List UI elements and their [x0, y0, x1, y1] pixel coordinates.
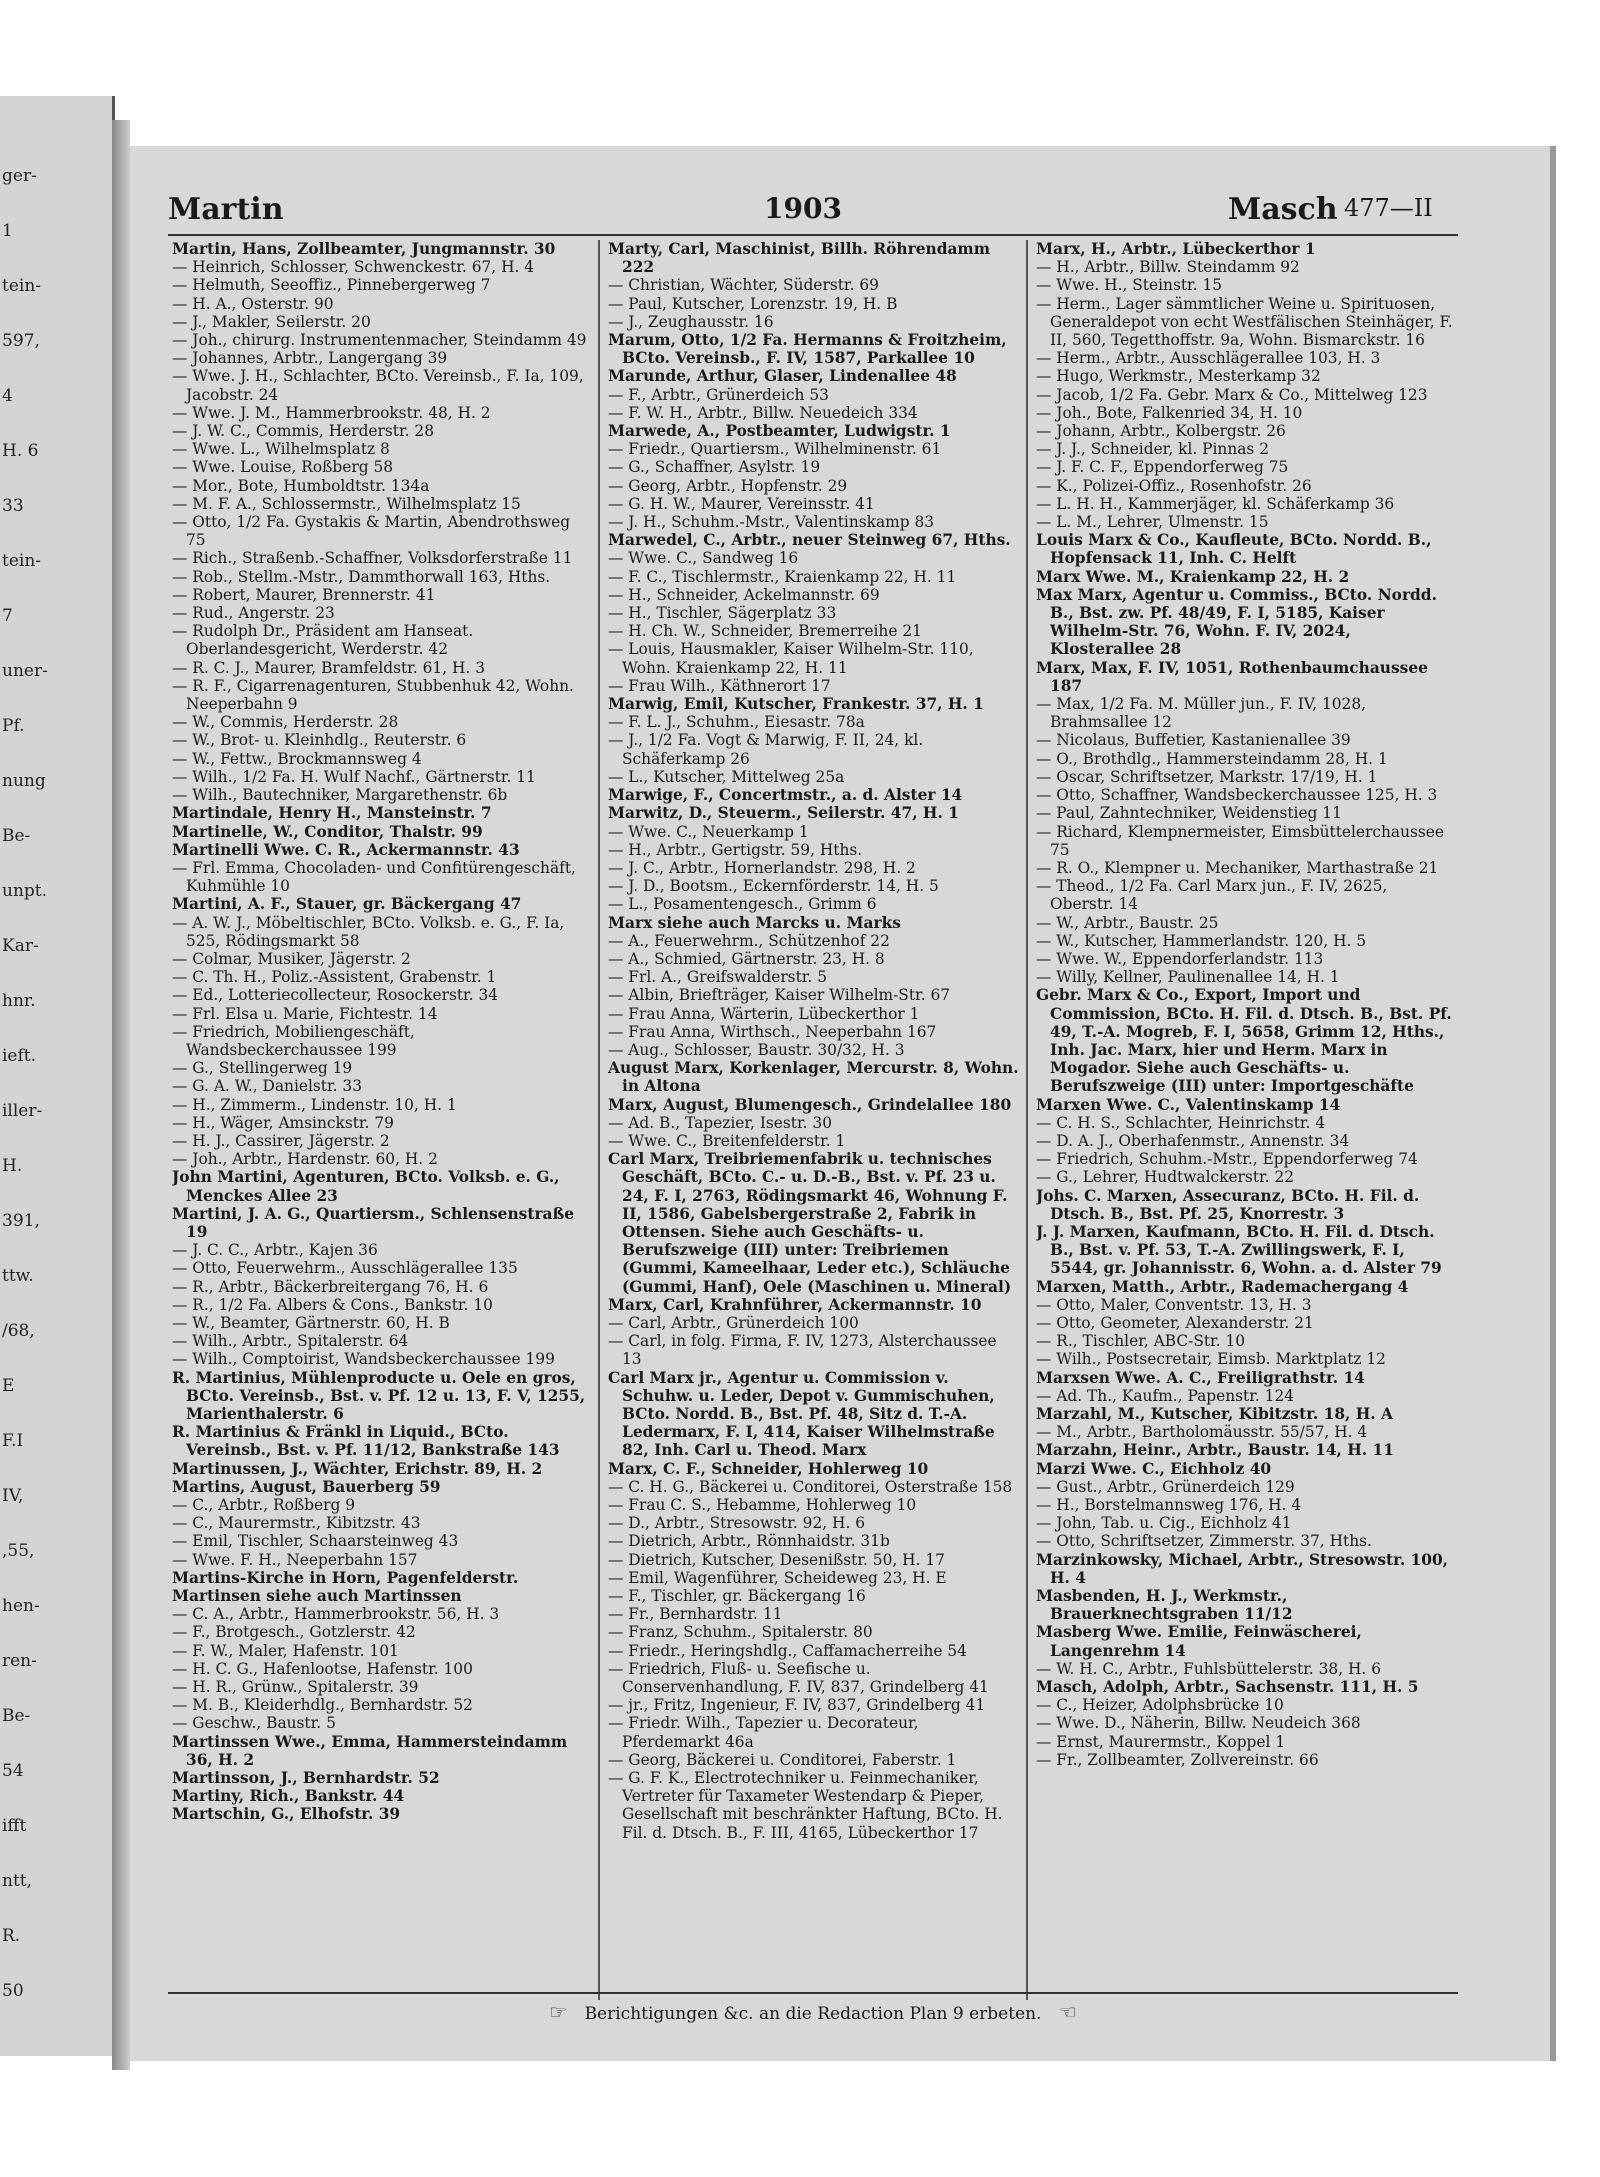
directory-entry: — H. C. G., Hafenlootse, Hafenstr. 100: [172, 1659, 473, 1678]
directory-entry: — Louis, Hausmakler, Kaiser Wilhelm-Str. 110, Wohn. Kraienkamp 22, H. 11: [608, 640, 974, 677]
directory-entry: — Frau Anna, Wirthsch., Neeperbahn 167: [608, 1022, 937, 1041]
directory-entry: Marum, Otto, 1/2 Fa. Hermanns & Froitzheim, BCto. Vereinsb., F. IV, 1587, Parkallee 10: [608, 331, 1007, 368]
directory-entry: — W., Commis, Herderstr. 28: [172, 713, 399, 732]
directory-entry: Marzi Wwe. C., Eichholz 40: [1036, 1459, 1272, 1478]
facing-page-text: /68,: [2, 1321, 35, 1341]
directory-entry: — H., Wäger, Amsinckstr. 79: [172, 1113, 394, 1132]
entry-columns: [168, 240, 1458, 2000]
directory-page: [130, 146, 1556, 2061]
directory-entry: — Wwe. C., Sandweg 16: [608, 549, 799, 568]
directory-entry: Martins, August, Bauerberg 59: [172, 1477, 441, 1496]
directory-entry: Max Marx, Agentur u. Commiss., BCto. Nordd. B., Bst. zw. Pf. 48/49, F. I, 5185, Kaiser Wilhelm-Str. 76, Wohn. F. IV, 2024, Klosterallee 28: [1036, 585, 1437, 659]
directory-entry: — G., Stellingerweg 19: [172, 1059, 353, 1078]
directory-entry: — F. W., Maler, Hafenstr. 101: [172, 1641, 399, 1660]
facing-page-text: tein-: [2, 276, 42, 296]
facing-page-text: hen-: [2, 1596, 40, 1616]
directory-entry: — C. H. S., Schlachter, Heinrichstr. 4: [1036, 1113, 1326, 1132]
directory-entry: — Paul, Zahntechniker, Weidenstieg 11: [1036, 804, 1342, 823]
directory-entry: — Emil, Tischler, Schaarsteinweg 43: [172, 1532, 459, 1551]
directory-entry: — Paul, Kutscher, Lorenzstr. 19, H. B: [608, 294, 898, 313]
directory-entry: — Carl, Arbtr., Grünerdeich 100: [608, 1313, 859, 1332]
directory-entry: — Wwe. C., Neuerkamp 1: [608, 822, 809, 841]
directory-entry: — J., 1/2 Fa. Vogt & Marwig, F. II, 24, kl. Schäferkamp 26: [608, 731, 924, 768]
directory-entry: Martinsen siehe auch Martinssen: [172, 1587, 462, 1606]
directory-entry: Marwede, A., Postbeamter, Ludwigstr. 1: [608, 422, 951, 441]
facing-page-text: Be-: [2, 826, 31, 846]
directory-entry: — H., Tischler, Sägerplatz 33: [608, 604, 837, 623]
directory-entry: Martinelle, W., Conditor, Thalstr. 99: [172, 822, 483, 841]
directory-entry: — Albin, Briefträger, Kaiser Wilhelm-Str. 67: [608, 986, 951, 1005]
directory-entry: — Joh., Arbtr., Hardenstr. 60, H. 2: [172, 1150, 438, 1169]
directory-entry: — R., Arbtr., Bäckerbreitergang 76, H. 6: [172, 1277, 489, 1296]
directory-entry: — Ad. B., Tapezier, Isestr. 30: [608, 1113, 833, 1132]
directory-entry: — R., Tischler, ABC-Str. 10: [1036, 1332, 1246, 1351]
directory-entry: — G., Schaffner, Asylstr. 19: [608, 458, 821, 477]
facing-page-text: ttw.: [2, 1266, 34, 1286]
directory-entry: — J., Makler, Seilerstr. 20: [172, 312, 371, 331]
facing-page-text: 4: [2, 386, 13, 406]
directory-entry: — Georg, Arbtr., Hopfenstr. 29: [608, 476, 848, 495]
directory-entry: — Frau C. S., Hebamme, Hohlerweg 10: [608, 1496, 917, 1515]
facing-page-text: 1: [2, 221, 13, 241]
directory-entry: Marxen, Matth., Arbtr., Rademachergang 4: [1036, 1277, 1409, 1296]
directory-entry: — J. C. C., Arbtr., Kajen 36: [172, 1241, 378, 1260]
directory-entry: — Joh., Bote, Falkenried 34, H. 10: [1036, 403, 1303, 422]
directory-entry: — jr., Fritz, Ingenieur, F. IV, 837, Grindelberg 41: [608, 1696, 986, 1715]
facing-page-text: ,55,: [2, 1541, 35, 1561]
column-divider: [1026, 240, 1028, 2000]
directory-entry: Carl Marx jr., Agentur u. Commission v. Schuhw. u. Leder, Depot v. Gummischuhen, BCto. Nordd. B., Bst. Pf. 48, Sitz d. T.-A. Ledermarx, F. I, 414, Kaiser Wilhelmstraße 82, Inh. Carl u. Theod. Marx: [608, 1368, 995, 1460]
facing-page-text: ifft: [2, 1816, 27, 1836]
pointing-hand-icon: ☞: [549, 2000, 568, 2024]
facing-page-text: E: [2, 1376, 15, 1396]
directory-entry: — Friedrich, Schuhm.-Mstr., Eppendorferweg 74: [1036, 1150, 1418, 1169]
directory-entry: — H., Zimmerm., Lindenstr. 10, H. 1: [172, 1095, 457, 1114]
facing-page-text: 391,: [2, 1211, 40, 1231]
directory-entry: — Wwe. W., Eppendorferlandstr. 113: [1036, 949, 1324, 968]
directory-entry: Marwige, F., Concertmstr., a. d. Alster 14: [608, 786, 963, 805]
directory-entry: — Heinrich, Schlosser, Schwenckestr. 67, H. 4: [172, 258, 535, 277]
directory-entry: August Marx, Korkenlager, Mercurstr. 8, Wohn. in Altona: [608, 1059, 1019, 1096]
directory-entry: Martini, J. A. G., Quartiersm., Schlensenstraße 19: [172, 1204, 575, 1241]
directory-entry: — F., Arbtr., Grünerdeich 53: [608, 385, 829, 404]
directory-entry: — W. H. C., Arbtr., Fuhlsbüttelerstr. 38, H. 6: [1036, 1659, 1382, 1678]
facing-page-text: nung: [2, 771, 46, 791]
directory-entry: — Otto, Schaffner, Wandsbeckerchaussee 125, H. 3: [1036, 786, 1438, 805]
directory-entry: — C. Th. H., Poliz.-Assistent, Grabenstr. 1: [172, 968, 497, 987]
directory-entry: — Wilh., Arbtr., Spitalerstr. 64: [172, 1332, 409, 1351]
directory-entry: — W., Fettw., Brockmannsweg 4: [172, 749, 422, 768]
directory-entry: Martini, A. F., Stauer, gr. Bäckergang 47: [172, 895, 522, 914]
directory-entry: — Otto, Schriftsetzer, Zimmerstr. 37, Hths.: [1036, 1532, 1372, 1551]
directory-entry: — Theod., 1/2 Fa. Carl Marx jun., F. IV, 2625, Oberstr. 14: [1036, 877, 1388, 914]
head-rule: [168, 234, 1458, 236]
directory-entry: Marxen Wwe. C., Valentinskamp 14: [1036, 1095, 1341, 1114]
facing-page-text: ntt,: [2, 1871, 33, 1891]
directory-entry: — Georg, Bäckerei u. Conditorei, Faberstr. 1: [608, 1750, 957, 1769]
directory-entry: Marunde, Arthur, Glaser, Lindenallee 48: [608, 367, 957, 386]
page-gutter: [112, 120, 130, 2070]
directory-entry: — Dietrich, Kutscher, Desenißstr. 50, H. 17: [608, 1550, 945, 1569]
directory-entry: — Wwe. D., Näherin, Billw. Neudeich 368: [1036, 1714, 1361, 1733]
directory-entry: — H. J., Cassirer, Jägerstr. 2: [172, 1131, 390, 1150]
facing-page-text: H.: [2, 1156, 23, 1176]
running-head-year: 1903: [764, 192, 842, 225]
column-2: [608, 240, 1020, 2000]
directory-entry: — Wwe. C., Breitenfelderstr. 1: [608, 1131, 846, 1150]
facing-page-text: 597,: [2, 331, 40, 351]
directory-entry: Marx, Carl, Krahnführer, Ackermannstr. 10: [608, 1295, 982, 1314]
directory-entry: — Geschw., Baustr. 5: [172, 1714, 336, 1733]
directory-entry: J. J. Marxen, Kaufmann, BCto. H. Fil. d. Dtsch. B., Bst. v. Pf. 53, T.-A. Zwillingswerk, F. I, 5544, gr. Johannisstr. 6, Wohn. a. d. Alster 79: [1036, 1222, 1442, 1278]
facing-page-text: ger-: [2, 166, 37, 186]
facing-page-text: iller-: [2, 1101, 43, 1121]
directory-entry: Masch, Adolph, Arbtr., Sachsenstr. 111, H. 5: [1036, 1678, 1419, 1697]
directory-entry: Martschin, G., Elhofstr. 39: [172, 1805, 401, 1824]
directory-entry: — L. M., Lehrer, Ulmenstr. 15: [1036, 513, 1269, 532]
facing-page-text: uner-: [2, 661, 48, 681]
facing-page-text: ren-: [2, 1651, 37, 1671]
directory-entry: — Willy, Kellner, Paulinenallee 14, H. 1: [1036, 968, 1340, 987]
directory-entry: Martinelli Wwe. C. R., Ackermannstr. 43: [172, 840, 520, 859]
facing-page-text: H. 6: [2, 441, 39, 461]
facing-page-text: Be-: [2, 1706, 31, 1726]
directory-entry: — W., Beamter, Gärtnerstr. 60, H. B: [172, 1313, 450, 1332]
directory-entry: R. Martinius, Mühlenproducte u. Oele en gros, BCto. Vereinsb., Bst. v. Pf. 12 u. 13, F. V, 1255, Marienthalerstr. 6: [172, 1368, 586, 1423]
facing-page-text: ieft.: [2, 1046, 37, 1066]
directory-entry: Masbenden, H. J., Werkmstr., Brauerknechtsgraben 11/12: [1036, 1587, 1293, 1624]
facing-page-text: R.: [2, 1926, 21, 1946]
directory-entry: — H., Arbtr., Gertigstr. 59, Hths.: [608, 840, 863, 859]
directory-entry: — L., Kutscher, Mittelweg 25a: [608, 767, 845, 786]
column-1: [172, 240, 592, 2000]
foot-rule: [168, 1992, 1458, 1994]
directory-entry: — J., Zeughausstr. 16: [608, 312, 774, 331]
directory-entry: — Hugo, Werkmstr., Mesterkamp 32: [1036, 367, 1321, 386]
directory-entry: — H., Borstelmannsweg 176, H. 4: [1036, 1496, 1302, 1515]
directory-entry: — Fr., Zollbeamter, Zollvereinstr. 66: [1036, 1750, 1319, 1769]
directory-entry: — Oscar, Schriftsetzer, Markstr. 17/19, H. 1: [1036, 767, 1378, 786]
directory-entry: — Otto, Maler, Conventstr. 13, H. 3: [1036, 1295, 1312, 1314]
directory-entry: — Rob., Stellm.-Mstr., Dammthorwall 163, Hths.: [172, 567, 551, 586]
facing-page-text: F.I: [2, 1431, 24, 1451]
directory-entry: — W., Arbtr., Baustr. 25: [1036, 913, 1219, 932]
directory-entry: — Wwe. F. H., Neeperbahn 157: [172, 1550, 418, 1569]
directory-entry: — D., Arbtr., Stresowstr. 92, H. 6: [608, 1514, 866, 1533]
directory-entry: Martinssen Wwe., Emma, Hammersteindamm 36, H. 2: [172, 1732, 568, 1769]
directory-entry: — Friedr., Quartiersm., Wilhelminenstr. 61: [608, 440, 942, 459]
directory-entry: Martindale, Henry H., Mansteinstr. 7: [172, 804, 492, 823]
directory-entry: — Helmuth, Seeoffiz., Pinnebergerweg 7: [172, 276, 491, 295]
directory-entry: Martinussen, J., Wächter, Erichstr. 89, H. 2: [172, 1459, 543, 1478]
directory-entry: — Herm., Lager sämmtlicher Weine u. Spirituosen, Generaldepot von echt Westfälischen Steinhäger, F. II, 560, Tegetthoffstr. 9a, Wohn. Bismarckstr. 16: [1036, 294, 1453, 350]
directory-entry: Martins-Kirche in Horn, Pagenfelderstr.: [172, 1568, 519, 1587]
directory-entry: Martiny, Rich., Bankstr. 44: [172, 1787, 405, 1806]
directory-entry: John Martini, Agenturen, BCto. Volksb. e. G., Menckes Allee 23: [172, 1168, 560, 1205]
directory-entry: — Aug., Schlosser, Baustr. 30/32, H. 3: [608, 1040, 905, 1059]
directory-entry: — Wilh., Bautechniker, Margarethenstr. 6b: [172, 786, 508, 805]
column-3: [1036, 240, 1454, 2000]
directory-entry: — Ad. Th., Kaufm., Papenstr. 124: [1036, 1386, 1295, 1405]
directory-entry: — Emil, Wagenführer, Scheideweg 23, H. E: [608, 1568, 947, 1587]
directory-entry: — J. W. C., Commis, Herderstr. 28: [172, 422, 435, 441]
facing-page-text: tein-: [2, 551, 42, 571]
directory-entry: — J. J., Schneider, kl. Pinnas 2: [1036, 440, 1270, 459]
directory-entry: Marzahl, M., Kutscher, Kibitzstr. 18, H. A: [1036, 1405, 1393, 1423]
directory-entry: — O., Brothdlg., Hammersteindamm 28, H. 1: [1036, 749, 1388, 768]
directory-entry: Gebr. Marx & Co., Export, Import und Commission, BCto. H. Fil. d. Dtsch. B., Bst. Pf. 49, T.-A. Mogreb, F. I, 5658, Grimm 12, Hths., Inh. Jac. Marx, hier und Herm. Marx in Mogador. Siehe auch Geschäfts- u. Berufszweige (III) unter: Importgeschäfte: [1036, 986, 1452, 1096]
directory-entry: Martin, Hans, Zollbeamter, Jungmannstr. 30: [172, 240, 556, 258]
directory-entry: — Frau Wilh., Käthnerort 17: [608, 676, 831, 695]
directory-entry: — Wwe. H., Steinstr. 15: [1036, 276, 1223, 295]
directory-entry: Marx Wwe. M., Kraienkamp 22, H. 2: [1036, 567, 1350, 586]
directory-entry: — Franz, Schuhm., Spitalerstr. 80: [608, 1623, 873, 1642]
facing-page-text: Pf.: [2, 716, 25, 736]
running-head-left: Martin: [168, 192, 284, 227]
directory-entry: — H., Schneider, Ackelmannstr. 69: [608, 585, 880, 604]
directory-entry: — R. C. J., Maurer, Bramfeldstr. 61, H. 3: [172, 658, 485, 677]
directory-entry: — L. H. H., Kammerjäger, kl. Schäferkamp 36: [1036, 494, 1395, 513]
directory-entry: — F. C., Tischlermstr., Kraienkamp 22, H. 11: [608, 567, 957, 586]
directory-entry: Marwitz, D., Steuerm., Seilerstr. 47, H. 1: [608, 804, 959, 823]
footer-text: Berichtigungen &c. an die Redaction Plan 9 erbeten.: [584, 2004, 1042, 2024]
directory-entry: — A. W. J., Möbeltischler, BCto. Volksb. e. G., F. Ia, 525, Rödingsmarkt 58: [172, 913, 565, 950]
directory-entry: — Wwe. Louise, Roßberg 58: [172, 458, 394, 477]
directory-entry: — Wilh., Comptoirist, Wandsbeckerchaussee 199: [172, 1350, 555, 1369]
directory-entry: — Nicolaus, Buffetier, Kastanienallee 39: [1036, 731, 1351, 750]
facing-page-text: 33: [2, 496, 24, 516]
directory-entry: Marwedel, C., Arbtr., neuer Steinweg 67, Hths.: [608, 531, 1011, 550]
directory-entry: — G. H. W., Maurer, Vereinsstr. 41: [608, 494, 875, 513]
directory-entry: — W., Kutscher, Hammerlandstr. 120, H. 5: [1036, 931, 1367, 950]
directory-entry: Johs. C. Marxen, Assecuranz, BCto. H. Fil. d. Dtsch. B., Bst. Pf. 25, Knorrestr. 3: [1036, 1186, 1420, 1223]
directory-entry: — C., Heizer, Adolphsbrücke 10: [1036, 1696, 1284, 1715]
directory-entry: Marzinkowsky, Michael, Arbtr., Stresowstr. 100, H. 4: [1036, 1550, 1449, 1587]
directory-entry: Marzahn, Heinr., Arbtr., Baustr. 14, H. 11: [1036, 1441, 1394, 1460]
running-head: [168, 192, 1458, 232]
directory-entry: — Frau Anna, Wärterin, Lübeckerthor 1: [608, 1004, 920, 1023]
directory-entry: — Christian, Wächter, Süderstr. 69: [608, 276, 879, 295]
directory-entry: — H., Arbtr., Billw. Steindamm 92: [1036, 258, 1300, 277]
directory-entry: — C. A., Arbtr., Hammerbrookstr. 56, H. 3: [172, 1605, 500, 1624]
directory-entry: — Robert, Maurer, Brennerstr. 41: [172, 585, 436, 604]
directory-entry: — Ed., Lotteriecollecteur, Rosockerstr. 34: [172, 986, 499, 1005]
directory-entry: — F., Brotgesch., Gotzlerstr. 42: [172, 1623, 416, 1642]
directory-entry: — K., Polizei-Offiz., Rosenhofstr. 26: [1036, 476, 1312, 495]
page-number: 477—II: [1344, 194, 1433, 222]
directory-entry: — M. B., Kleiderhdlg., Bernhardstr. 52: [172, 1696, 473, 1715]
directory-entry: — John, Tab. u. Cig., Eichholz 41: [1036, 1514, 1292, 1533]
directory-entry: — H. A., Osterstr. 90: [172, 294, 334, 313]
directory-entry: — C., Arbtr., Roßberg 9: [172, 1496, 356, 1515]
column-divider: [598, 240, 600, 2000]
directory-entry: — J. C., Arbtr., Hornerlandstr. 298, H. 2: [608, 858, 916, 877]
directory-entry: — J. H., Schuhm.-Mstr., Valentinskamp 83: [608, 513, 935, 532]
directory-entry: — Friedr. Wilh., Tapezier u. Decorateur, Pferdemarkt 46a: [608, 1714, 919, 1751]
directory-entry: — W., Brot- u. Kleinhdlg., Reuterstr. 6: [172, 731, 467, 750]
directory-entry: Marty, Carl, Maschinist, Billh. Röhrendamm 222: [608, 240, 991, 277]
directory-entry: — F., Tischler, gr. Bäckergang 16: [608, 1587, 866, 1606]
directory-entry: — G. A. W., Danielstr. 33: [172, 1077, 363, 1096]
directory-entry: — Otto, Feuerwehrm., Ausschlägerallee 135: [172, 1259, 518, 1278]
directory-entry: — G. F. K., Electrotechniker u. Feinmechaniker, Vertreter für Taxameter Westendarp & Pieper, Gesellschaft mit beschränkter Haftung, BCto. H. Fil. d. Dtsch. B., F. III, 4165, Lübeckerthor 17: [608, 1769, 1003, 1842]
directory-entry: — Colmar, Musiker, Jägerstr. 2: [172, 949, 411, 968]
directory-entry: — R. F., Cigarrenagenturen, Stubbenhuk 42, Wohn. Neeperbahn 9: [172, 676, 574, 714]
directory-entry: — Frl. Elsa u. Marie, Fichtestr. 14: [172, 1004, 438, 1023]
pointing-hand-icon: ☜: [1058, 2000, 1077, 2024]
directory-entry: Marwig, Emil, Kutscher, Frankestr. 37, H. 1: [608, 695, 984, 714]
directory-entry: Marxsen Wwe. A. C., Freiligrathstr. 14: [1036, 1368, 1365, 1387]
directory-entry: R. Martinius & Fränkl in Liquid., BCto. Vereinsb., Bst. v. Pf. 11/12, Bankstraße 143: [172, 1423, 560, 1460]
directory-entry: — R., 1/2 Fa. Albers & Cons., Bankstr. 10: [172, 1295, 493, 1314]
directory-entry: — Wwe. L., Wilhelmsplatz 8: [172, 440, 390, 459]
directory-entry: — Rudolph Dr., Präsident am Hanseat. Oberlandesgericht, Werderstr. 42: [172, 622, 474, 659]
directory-entry: — Ernst, Maurermstr., Koppel 1: [1036, 1732, 1286, 1751]
directory-entry: — J. D., Bootsm., Eckernförderstr. 14, H. 5: [608, 877, 939, 896]
directory-entry: — Johann, Arbtr., Kolbergstr. 26: [1036, 422, 1286, 441]
directory-entry: — C., Maurermstr., Kibitzstr. 43: [172, 1514, 421, 1533]
facing-page-text: unpt.: [2, 881, 48, 901]
directory-entry: — H. R., Grünw., Spitalerstr. 39: [172, 1678, 419, 1697]
directory-entry: — Otto, 1/2 Fa. Gystakis & Martin, Abendrothsweg 75: [172, 513, 571, 550]
directory-entry: — Carl, in folg. Firma, F. IV, 1273, Alsterchaussee 13: [608, 1332, 997, 1369]
facing-page-text: IV,: [2, 1486, 24, 1506]
directory-entry: — G., Lehrer, Hudtwalckerstr. 22: [1036, 1168, 1295, 1187]
directory-entry: — Joh., chirurg. Instrumentenmacher, Steindamm 49: [172, 331, 587, 350]
directory-entry: — Herm., Arbtr., Ausschlägerallee 103, H. 3: [1036, 349, 1381, 368]
facing-page-text: 50: [2, 1981, 24, 2001]
directory-entry: — Rud., Angerstr. 23: [172, 604, 335, 623]
directory-entry: — R. O., Klempner u. Mechaniker, Marthastraße 21: [1036, 858, 1439, 877]
directory-entry: Marx siehe auch Marcks u. Marks: [608, 913, 901, 932]
directory-entry: — C. H. G., Bäckerei u. Conditorei, Osterstraße 158: [608, 1477, 1013, 1496]
directory-entry: — Wwe. J. M., Hammerbrookstr. 48, H. 2: [172, 403, 491, 422]
directory-entry: — F. L. J., Schuhm., Eiesastr. 78a: [608, 713, 865, 732]
directory-entry: — F. W. H., Arbtr., Billw. Neuedeich 334: [608, 403, 918, 422]
directory-entry: — Fr., Bernhardstr. 11: [608, 1605, 783, 1624]
directory-entry: — Frl. Emma, Chocoladen- und Confitürengeschäft, Kuhmühle 10: [172, 858, 576, 896]
directory-entry: — A., Schmied, Gärtnerstr. 23, H. 8: [608, 949, 885, 968]
directory-entry: — Max, 1/2 Fa. M. Müller jun., F. IV, 1028, Brahmsallee 12: [1036, 695, 1367, 732]
facing-page-fragment: [0, 96, 115, 2056]
directory-entry: — Jacob, 1/2 Fa. Gebr. Marx & Co., Mittelweg 123: [1036, 385, 1428, 404]
directory-entry: Marx, H., Arbtr., Lübeckerthor 1: [1036, 240, 1316, 258]
facing-page-text: 54: [2, 1761, 24, 1781]
directory-entry: Masberg Wwe. Emilie, Feinwäscherei, Langenrehm 14: [1036, 1623, 1362, 1660]
footer-note: [168, 2000, 1458, 2024]
directory-entry: — Friedrich, Fluß- u. Seefische u. Conservenhandlung, F. IV, 837, Grindelberg 41: [608, 1659, 989, 1697]
directory-entry: — Friedrich, Mobiliengeschäft, Wandsbeckerchaussee 199: [172, 1022, 415, 1059]
directory-entry: — Gust., Arbtr., Grünerdeich 129: [1036, 1477, 1295, 1496]
directory-entry: — Richard, Klempnermeister, Eimsbüttelerchaussee 75: [1036, 822, 1445, 859]
directory-entry: — Frl. A., Greifswalderstr. 5: [608, 968, 828, 987]
directory-entry: — A., Feuerwehrm., Schützenhof 22: [608, 931, 890, 950]
directory-entry: — Dietrich, Arbtr., Rönnhaidstr. 31b: [608, 1532, 890, 1551]
directory-entry: — M. F. A., Schlossermstr., Wilhelmsplatz 15: [172, 494, 521, 513]
directory-entry: — Wilh., Postsecretair, Eimsb. Marktplatz 12: [1036, 1350, 1386, 1369]
directory-entry: — Friedr., Heringshdlg., Caffamacherreihe 54: [608, 1641, 967, 1660]
directory-entry: Carl Marx, Treibriemenfabrik u. technisches Geschäft, BCto. C.- u. D.-B., Bst. v. Pf. 23 u. 24, F. I, 2763, Rödingsmarkt 46, Wohnung F. II, 1586, Gabelsbergerstraße 2, Fabrik in Ottensen. Siehe auch Geschäfts- u. Berufszweige (III) unter: Treibriemen (Gummi, Kameelhaar, Leder etc.), Schläuche (Gummi, Hanf), Oele (Maschinen u. Mineral): [608, 1150, 1012, 1296]
directory-entry: — Mor., Bote, Humboldtstr. 134a: [172, 476, 430, 495]
directory-entry: — L., Posamentengesch., Grimm 6: [608, 895, 877, 914]
directory-entry: — J. F. C. F., Eppendorferweg 75: [1036, 458, 1289, 477]
directory-entry: Marx, August, Blumengesch., Grindelallee 180: [608, 1095, 1012, 1114]
directory-entry: — Johannes, Arbtr., Langergang 39: [172, 349, 448, 368]
facing-page-text: 7: [2, 606, 13, 626]
directory-entry: — Wilh., 1/2 Fa. H. Wulf Nachf., Gärtnerstr. 11: [172, 767, 536, 786]
directory-entry: Martinsson, J., Bernhardstr. 52: [172, 1769, 440, 1788]
directory-entry: Louis Marx & Co., Kaufleute, BCto. Nordd. B., Hopfensack 11, Inh. C. Helft: [1036, 531, 1432, 568]
running-head-right: Masch: [1228, 192, 1338, 227]
facing-page-text: hnr.: [2, 991, 36, 1011]
facing-page-text: Kar-: [2, 936, 39, 956]
directory-entry: Marx, C. F., Schneider, Hohlerweg 10: [608, 1459, 929, 1478]
directory-entry: — D. A. J., Oberhafenmstr., Annenstr. 34: [1036, 1131, 1350, 1150]
directory-entry: — M., Arbtr., Bartholomäusstr. 55/57, H. 4: [1036, 1423, 1368, 1442]
directory-entry: — H. Ch. W., Schneider, Bremerreihe 21: [608, 622, 922, 641]
directory-entry: Marx, Max, F. IV, 1051, Rothenbaumchaussee 187: [1036, 658, 1428, 695]
directory-entry: — Otto, Geometer, Alexanderstr. 21: [1036, 1313, 1314, 1332]
directory-entry: — Rich., Straßenb.-Schaffner, Volksdorferstraße 11: [172, 549, 573, 568]
directory-entry: — Wwe. J. H., Schlachter, BCto. Vereinsb., F. Ia, 109, Jacobstr. 24: [172, 367, 584, 404]
